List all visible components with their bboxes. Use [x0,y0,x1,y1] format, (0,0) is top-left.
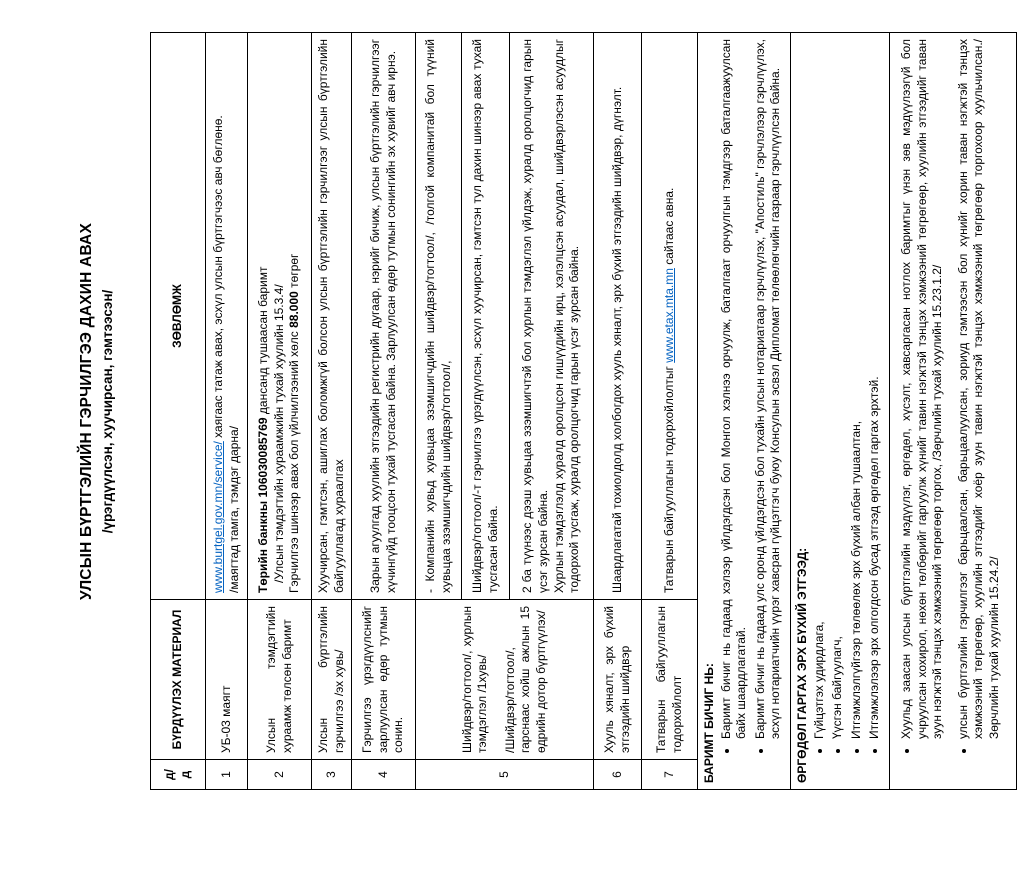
material-cell: Гэрчилгээ үрэгдүүлснийг зарлуулсан өдөр тутмын сонин. [352,600,416,760]
material-cell: Улсын тэмдэгтийн хураамж төлсөн баримт [248,600,312,760]
list-item: • Баримт бичиг нь гадаад хэлээр үйлдэгдсэн бол Монгол хэлнээ орчуулж, баталгаат орчуулгын тэмдгээр баталгаажуулсан байх шаардлагатай. [719,39,750,739]
penalties-section [889,33,1016,790]
table-header-row [151,33,206,790]
advice-cell: Шаардлагатай тохиолдолд холбогдох хууль хяналт, эрх бүхий этгээдийн шийдвэр, дүгнэлт. [594,33,642,600]
advice-line: /Улсын тэмдэгтийн хураамжийн тухай хуулийн 15.3.4/ [271,284,286,583]
column-header-advice: ЗӨВЛӨМЖ [151,33,206,600]
advice-cell [248,33,312,600]
advice-paragraph: Хурлын тэмдэглэлд хуралд оролцсон гишүүдийн ирц, хэлэлцсэн асуудал, шийдвэрлэсэн асуудлыг тодорхой тусгаж, хуралд оролцогчид гарын үсэг зурсан байна. [551,39,582,593]
table-row [352,33,416,790]
column-header-material: БҮРДҮҮЛЭХ МАТЕРИАЛ [151,600,206,760]
row-number: 6 [594,760,642,790]
section-row-penalties [889,33,1016,790]
advice-text: сайтаас авна. [661,187,676,269]
document-title-block [78,33,115,790]
advice-subcell: - Компанийн хувьд хувьцаа эзэмшигчдийн шийдвэр/тогтоол/, /толгой компанитай бол түүний хувьцаа эзэмшигчдийн шийдвэр/тогтоол/, [416,33,462,600]
advice-line: /маягтад тамга, тэмдэг дарна/ [226,425,241,593]
material-cell: Улсын бүртгэлийн гэрчилгээ /эх хувь/ [312,600,352,760]
table-row [312,33,352,790]
documents-bullet-list [719,39,784,783]
advice-text: Татварын байгууллагын тодорхойлолтыг [661,362,676,593]
applicants-section [790,33,889,790]
advice-line [287,39,303,593]
list-item: • Үүсгэн байгуулагч, [830,39,846,739]
advice-cell: Хуучирсан, гэмтсэн, ашиглах боломжгүй болсон улсын бүртгэлийн гэрчилгээг улсын бүртгэлийн байгууллагад хураалгах [312,33,352,600]
list-item: • Гүйцэтгэх удирдлага, [812,39,828,739]
advice-cell [642,33,698,600]
burtgel-service-link[interactable]: www.burtgel.gov.mn/service/ [210,441,225,593]
row-number: 4 [352,760,416,790]
material-cell [416,600,594,760]
advice-paragraph: 2 ба түүнээс дээш хувьцаа эзэмшигчтэй бол хурлын тэмдэглэл үйлдэж, хуралд оролцогчид гарын үсэг зурсан байна. [520,39,550,593]
etax-link[interactable]: www.etax.mta.mn [661,268,676,363]
material-cell: Хууль хяналт, эрх бүхий этгээдийн шийдвэр [594,600,642,760]
page-title: УЛСЫН БҮРТГЭЛИЙН ГЭРЧИЛГЭЭ ДАХИН АВАХ [78,223,95,601]
list-item: • Баримт бичиг нь гадаад улс оронд үйлдэгдсэн бол тухайн улсын нотариатаар гэрчлүүлэх, "Апостиль" гэрчлэлээр гэрчлүүлэх, эсхүл нотариатчийн үүрэг хавсран гүйцэтгэгч буюу Консулын эсвэл Дипломат төлөөлөгчийн газраар гэрчлүүлсэн байна. [753,39,784,739]
material-paragraph: /Шийдвэр/тогтоол/, гарснаас хойш ажлын 15 өдрийн дотор бүртгүүлэх/ [502,606,548,753]
row-number: 3 [312,760,352,790]
advice-line [211,39,227,593]
documents-section-heading: БАРИМТ БИЧИГ НЬ: [702,663,716,783]
advice-subcell [510,33,594,600]
table-row [642,33,698,790]
list-item: • Итгэмжлэлээр эрх олгогдсон бусад этгээд өргөдөл гаргах эрхтэй. [867,39,883,739]
section-row-documents [698,33,791,790]
advice-text: Гэрчилгээ шинээр авах бол үйлчилгээний хөлс [287,327,302,593]
material-cell: УБ-03 маягт [206,600,248,760]
fee-amount-bold: 88.000 [287,291,302,328]
row-number: 5 [416,760,594,790]
requirements-table [150,32,1017,790]
table-row [248,33,312,790]
table-row [416,33,462,790]
advice-subcell: Шийдвэр/тогтоол/-т гэрчилгээ үрэгдүүлсэн, эсхүл хуучирсан, гэмтсэн тул дахин шинээр авах тухай тусгасан байна. [462,33,510,600]
applicants-bullet-list [812,39,883,783]
advice-text: хаягаас татаж авах, эсхүл улсын бүртгэгчээс авч бөглөнө. [210,115,225,442]
table-row [594,33,642,790]
penalties-bullet-list [899,39,1003,783]
advice-line [256,39,272,593]
list-item: • улсын бүртгэлийн гэрчилгээг барьцаалсан, барьцаалуулсан, зориуд гэмтээсэн бол хүнийг хорин таван нэгжтэй тэнцэх хэмжээний төгрөгөөр, хуулийн этгээдийг хоёр зуун тавин нэгжтэй тэнцэх хэмжээний төгрөгөөр торгохоор хуульчилсан./Зөрчлийн тухай хуулийн 15.24.2/ [956,39,1003,739]
list-item: • Итгэмжлэлгүйгээр төлөөлөх эрх бүхий албан тушаалтан, [849,39,865,739]
advice-cell: Зарын агуулгад хуулийн этгээдийн регистрийн дугаар, нэрийг бичиж, улсын бүртгэлийн гэрчилгээг хүчингүйд тооцсон тухай тусгасан байна. Зарлуулсан өдөр тутмын сонингийн эх хувийг авч ирнэ. [352,33,416,600]
advice-cell [206,33,248,600]
page-subtitle: /үрэгдүүлсэн, хуучирсан, гэмтээсэн/ [100,289,115,534]
material-cell: Татварын байгууллагын тодорхойлолт [642,600,698,760]
row-number: 2 [248,760,312,790]
material-paragraph: Шийдвэр/тогтоол/, хурлын тэмдэглэл /1хувь/ [459,606,490,753]
list-item: • Хуульд заасан улсын бүртгэлийн мэдүүлэг, өргөдөл, хүсэлт, хавсаргасан нотлох баримтыг үнэн зөв мэдүүлээгүй бол учруулсан хохирол, нөхөн төлбөрийг гаргуулж хүнийг тавин нэгжтэй тэнцэх хэмжээний төгрөгөөр, хуулийн этгээдийг таван зуун нэгжтэй тэнцэх хэмжээний төгрөгөөр торгох, /Зөрчлийн тухай хуулийн 15.23.1.2/ [899,39,946,739]
row-number: 7 [642,760,698,790]
bank-account-bold: Төрийн банкны 106030085769 [256,417,271,593]
section-row-applicants [790,33,889,790]
applicants-section-heading: ӨРГӨДӨЛ ГАРГАХ ЭРХ БҮХИЙ ЭТГЭЭД: [794,547,809,783]
advice-text: төгрөг [287,253,302,292]
documents-section [698,33,791,790]
column-header-number: д/д [151,760,206,790]
table-row [206,33,248,790]
row-number: 1 [206,760,248,790]
advice-text: дансанд тушаасан баримт [256,266,271,418]
